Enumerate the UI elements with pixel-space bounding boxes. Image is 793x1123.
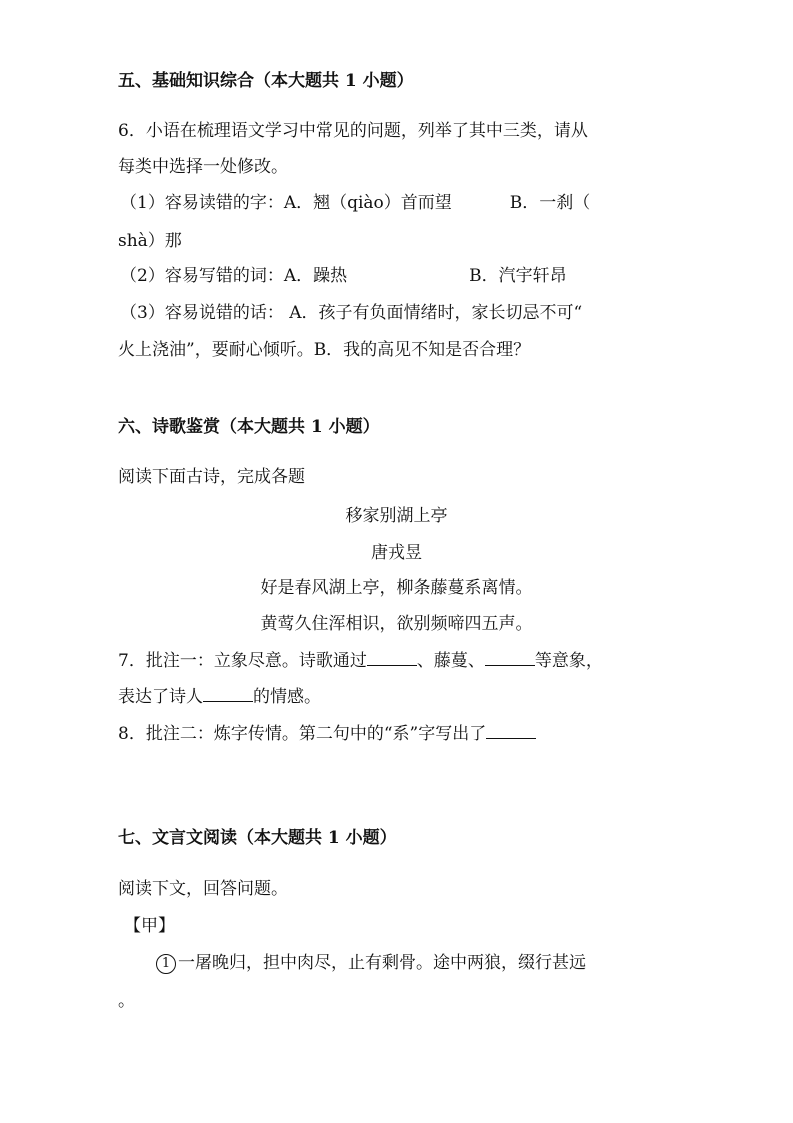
answer-blank[interactable] bbox=[486, 723, 536, 739]
answer-blank[interactable] bbox=[367, 650, 417, 666]
q7-text-e: 的情感。 bbox=[253, 687, 321, 707]
q7-text-b: 、藤蔓、 bbox=[416, 651, 485, 671]
q6-item1 bbox=[120, 192, 590, 214]
answer-blank[interactable] bbox=[203, 686, 253, 702]
passage-text: 一屠晚归，担中肉尽，止有剩骨。途中两狼，缀行甚远 bbox=[178, 953, 586, 973]
passage-para1-line1 bbox=[156, 952, 586, 974]
item2-option-a: （2）容易写错的词：A．躁热 bbox=[120, 266, 348, 286]
section6-heading: 六、诗歌鉴赏（本大题共 1 小题） bbox=[118, 417, 380, 437]
poem-author: 唐戎昱 bbox=[371, 543, 422, 563]
item1-option-a: （1）容易读错的字：A．翘（qiào）首而望 bbox=[120, 193, 452, 213]
q6-text-line1: 6．小语在梳理语文学习中常见的问题，列举了其中三类，请从 bbox=[118, 121, 588, 141]
q6-item3-line2: 火上浇油”，要耐心倾听。B．我的高见不知是否合理？ bbox=[118, 340, 531, 360]
q8-line bbox=[118, 723, 536, 745]
passage-label-jia: 【甲】 bbox=[124, 916, 175, 936]
answer-blank[interactable] bbox=[485, 650, 535, 666]
q7-line1 bbox=[118, 650, 603, 672]
section5-heading: 五、基础知识综合（本大题共 1 小题） bbox=[118, 71, 414, 91]
q7-line2 bbox=[118, 686, 321, 708]
circled-number-1: 1 bbox=[156, 954, 176, 974]
q7-text-c: 等意象， bbox=[534, 651, 603, 671]
q7-text-a: 7．批注一：立象尽意。诗歌通过 bbox=[118, 651, 367, 671]
poem-line-2: 黄莺久住浑相识，欲别频啼四五声。 bbox=[260, 614, 533, 634]
q6-item3-line1: （3）容易说错的话： A．孩子有负面情绪时，家长切忌不可“ bbox=[120, 303, 583, 323]
q8-text: 8．批注二：炼字传情。第二句中的“系”字写出了 bbox=[118, 724, 487, 744]
item1-option-b: B．一刹（ bbox=[509, 193, 591, 213]
poem-intro: 阅读下面古诗，完成各题 bbox=[118, 467, 305, 487]
q6-text-line2: 每类中选择一处修改。 bbox=[118, 157, 288, 177]
q7-text-d: 表达了诗人 bbox=[118, 687, 203, 707]
q6-item1-continued: shà）那 bbox=[118, 231, 182, 251]
poem-title: 移家别湖上亭 bbox=[345, 506, 448, 526]
poem-line-1: 好是春风湖上亭，柳条藤蔓系离情。 bbox=[260, 578, 533, 598]
classical-intro: 阅读下文，回答问题。 bbox=[118, 879, 288, 899]
q6-item2 bbox=[120, 265, 567, 287]
passage-para1-line2: 。 bbox=[118, 991, 135, 1011]
section7-heading: 七、文言文阅读（本大题共 1 小题） bbox=[118, 828, 397, 848]
item2-option-b: B．汽宇轩昂 bbox=[469, 266, 567, 286]
